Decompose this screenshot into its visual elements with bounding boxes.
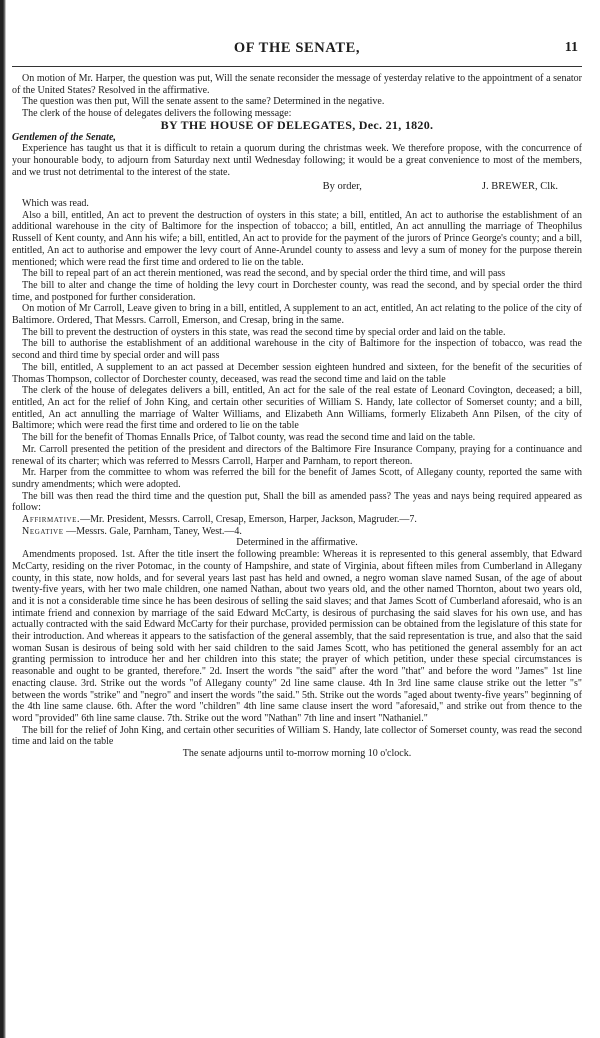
paragraph-bills-delivered: Also a bill, entitled, An act to prevent the destruction of oysters in this state; a bill, entitled, An act to authorise the establishment of an additional warehouse in the city of Baltimore for the inspection of tobacco; a bill, entitled, An act annulling the marriage of Theophilus Russell of Kent county, and Ann his wife; a bill, entitled, An act to provide for the payment of the jurors of Prince George's county; and a bill, entitled, An act to authorise and empower the levy court of Anne-Arundel county to assess and levy a sum of money for the purpose therein mentioned; which were read the first time and ordered to lie on the table. xyxy=(12,209,582,268)
adjournment-line: The senate adjourns until to-morrow morning 10 o'clock. xyxy=(182,748,412,760)
page-header-title: OF THE SENATE, xyxy=(233,40,361,56)
paragraph-warehouse-bill: The bill to authorise the establishment of an additional warehouse in the city of Baltimore for the inspection of tobacco, was read the second and third time by special order and will pass xyxy=(12,338,582,362)
document-page xyxy=(12,40,582,760)
paragraph-adjournment-proposal: Experience has taught us that it is difficult to retain a quorum during the christmas week. We therefore propose, with the concurrence of your honourable body, to adjourn from Saturday next until Wednesday following; it would be a great convenience to most of the members, and we trust not detrimental to the interest of the state. xyxy=(12,143,582,178)
message-signature xyxy=(12,181,582,193)
vote-affirmative xyxy=(12,514,582,526)
paragraph-fire-insurance-petition: Mr. Carroll presented the petition of the president and directors of the Baltimore Fire Insurance Company, praying for a continuance and renewal of its charter; which was referred to Messrs Carroll, Harper and Parnham, to report thereon. xyxy=(12,443,582,467)
message-heading: BY THE HOUSE OF DELEGATES, Dec. 21, 1820. xyxy=(160,117,434,132)
paragraph-repeal-bill: The bill to repeal part of an act therein mentioned, was read the second, and by special order the third time, and will pass xyxy=(22,268,506,280)
page-binding-edge xyxy=(0,0,6,1038)
paragraph-carroll-motion: On motion of Mr Carroll, Leave given to bring in a bill, entitled, A supplement to an act, entitled, An act relating to the police of the city of Baltimore. Ordered, That Messrs. Carroll, Emerson, and Cresap, bring in the same. xyxy=(12,303,582,327)
journal-body xyxy=(12,73,582,760)
affirmative-label: Affirmative. xyxy=(22,514,81,526)
page-number: 11 xyxy=(564,40,578,55)
paragraph-levy-court-bill: The bill to alter and change the time of holding the levy court in Dorchester county, was read the second, and by special order the third time, and postponed for further consideration. xyxy=(12,279,582,303)
running-head xyxy=(12,40,582,62)
paragraph-king-relief-bill: The bill for the relief of John King, and certain other securities of William S. Handy, late collector of Somerset county, was read the second time and laid on the table xyxy=(12,724,582,748)
paragraph-third-reading: The bill was then read the third time and the question put, Shall the bill as amended pass? The yeas and nays being required appeared as follow: xyxy=(12,490,582,514)
vote-result: Determined in the affirmative. xyxy=(236,537,358,549)
affirmative-names: —Mr. President, Messrs. Carroll, Cresap, Emerson, Harper, Jackson, Magruder.—7. xyxy=(80,514,417,526)
paragraph-clerk-delivers-bills: The clerk of the house of delegates delivers a bill, entitled, An act for the sale of the real estate of Leonard Covington, deceased; a bill, entitled, An act for the relief of John King, and certain other securities of William S. Handy, late collector of Somerset county; and a bill, entitled, An act annulling the marriage of Walter Williams, and Elizabeth Ann Williams, formerly Elizabeth Ann Pilsen, of the city of Baltimore; which were read the first time and ordered to lie on the table xyxy=(12,385,582,432)
signature-order: By order, xyxy=(322,181,362,193)
signature-name: J. BREWER, Clk. xyxy=(481,181,558,193)
paragraph-scott-committee: Mr. Harper from the committee to whom was referred the bill for the benefit of James Scott, of Allegany county, reported the same with sundry amendments; which were adopted. xyxy=(12,467,582,490)
vote-negative xyxy=(12,526,582,538)
negative-label: Negative xyxy=(22,525,64,537)
paragraph-which-was-read: Which was read. xyxy=(22,198,89,210)
paragraph-reconsider-motion: On motion of Mr. Harper, the question was put, Will the senate reconsider the message of yesterday relative to the appointment of a senator of the United States? Resolved in the affirmative. xyxy=(12,73,582,96)
header-rule xyxy=(12,66,582,67)
paragraph-thompson-supplement: The bill, entitled, A supplement to an act passed at December session eighteen hundred and sixteen, for the benefit of the securities of Thomas Thompson, collector of Dorchester county, deceased, was read the second time and laid on the table xyxy=(12,361,582,385)
message-salutation: Gentlemen of the Senate, xyxy=(12,131,116,143)
paragraph-oysters-bill: The bill to prevent the destruction of oysters in this state, was read the second time by special order and laid on the table. xyxy=(22,326,506,338)
paragraph-price-bill: The bill for the benefit of Thomas Ennalls Price, of Talbot county, was read the second time and laid on the table. xyxy=(22,432,476,444)
paragraph-assent-question: The question was then put, Will the senate assent to the same? Determined in the negative. xyxy=(22,96,385,108)
paragraph-clerk-message: The clerk of the house of delegates delivers the following message: xyxy=(22,108,292,120)
paragraph-amendments: Amendments proposed. 1st. After the title insert the following preamble: Whereas it is represented to this general assembly, that Edward McCarty, residing on the river Potomac, in the county of Hampshire, and state of Virginia, about fifteen miles from Cumberland in Allegany county, in this state, now holds, and for several years last past has held and owned, a negro woman slave named Susan, of the age of about twenty-five years, with her two male children, one named Nathan, about two years old, and the other named Thornton, about two years old, and it is not a considerable time since he has been desirous of selling the said slaves; and that James Scott of Cumberland aforesaid, who is an intimate friend and connexion by marriage of the said Edward McCarty, is desirous of purchasing the said slaves for his own use, and has actually contracted with the said Edward McCarty for their purchase, provided permission can be obtained from the legislature of this state for their introduction. And whereas it appears to the satisfaction of the general assembly, that the said representation is true, and also that the said woman Susan is desirous of being sold with her said children to the said James Scott, who has petitioned the general assembly for an act granting permission to introduce her and her children into this state; the prayer of which petition, under these special circumstances is reasonable and ought to be granted, therefore." 2d. Insert the words "the said" after the word "that" and before the word "James" 1st line enacting clause. 3rd. Strike out the words "of Allegany county" 2d line same clause. 4th In 3rd line same clause strike out the letter "s" between the words "strike" and "negro" and insert the words "the said." 5th. Strike out the words "aged about twenty-five years" beginning of the 4th line same clause. 6th. After the word "children" 4th line same clause insert the word "aforesaid," and strike out from thence to the word "provided" 6th line same clause. 7th. Strike out the word "Nathan" 7th line and insert "Nathaniel." xyxy=(12,549,582,724)
negative-names: —Messrs. Gale, Parnham, Taney, West.—4. xyxy=(66,525,242,537)
